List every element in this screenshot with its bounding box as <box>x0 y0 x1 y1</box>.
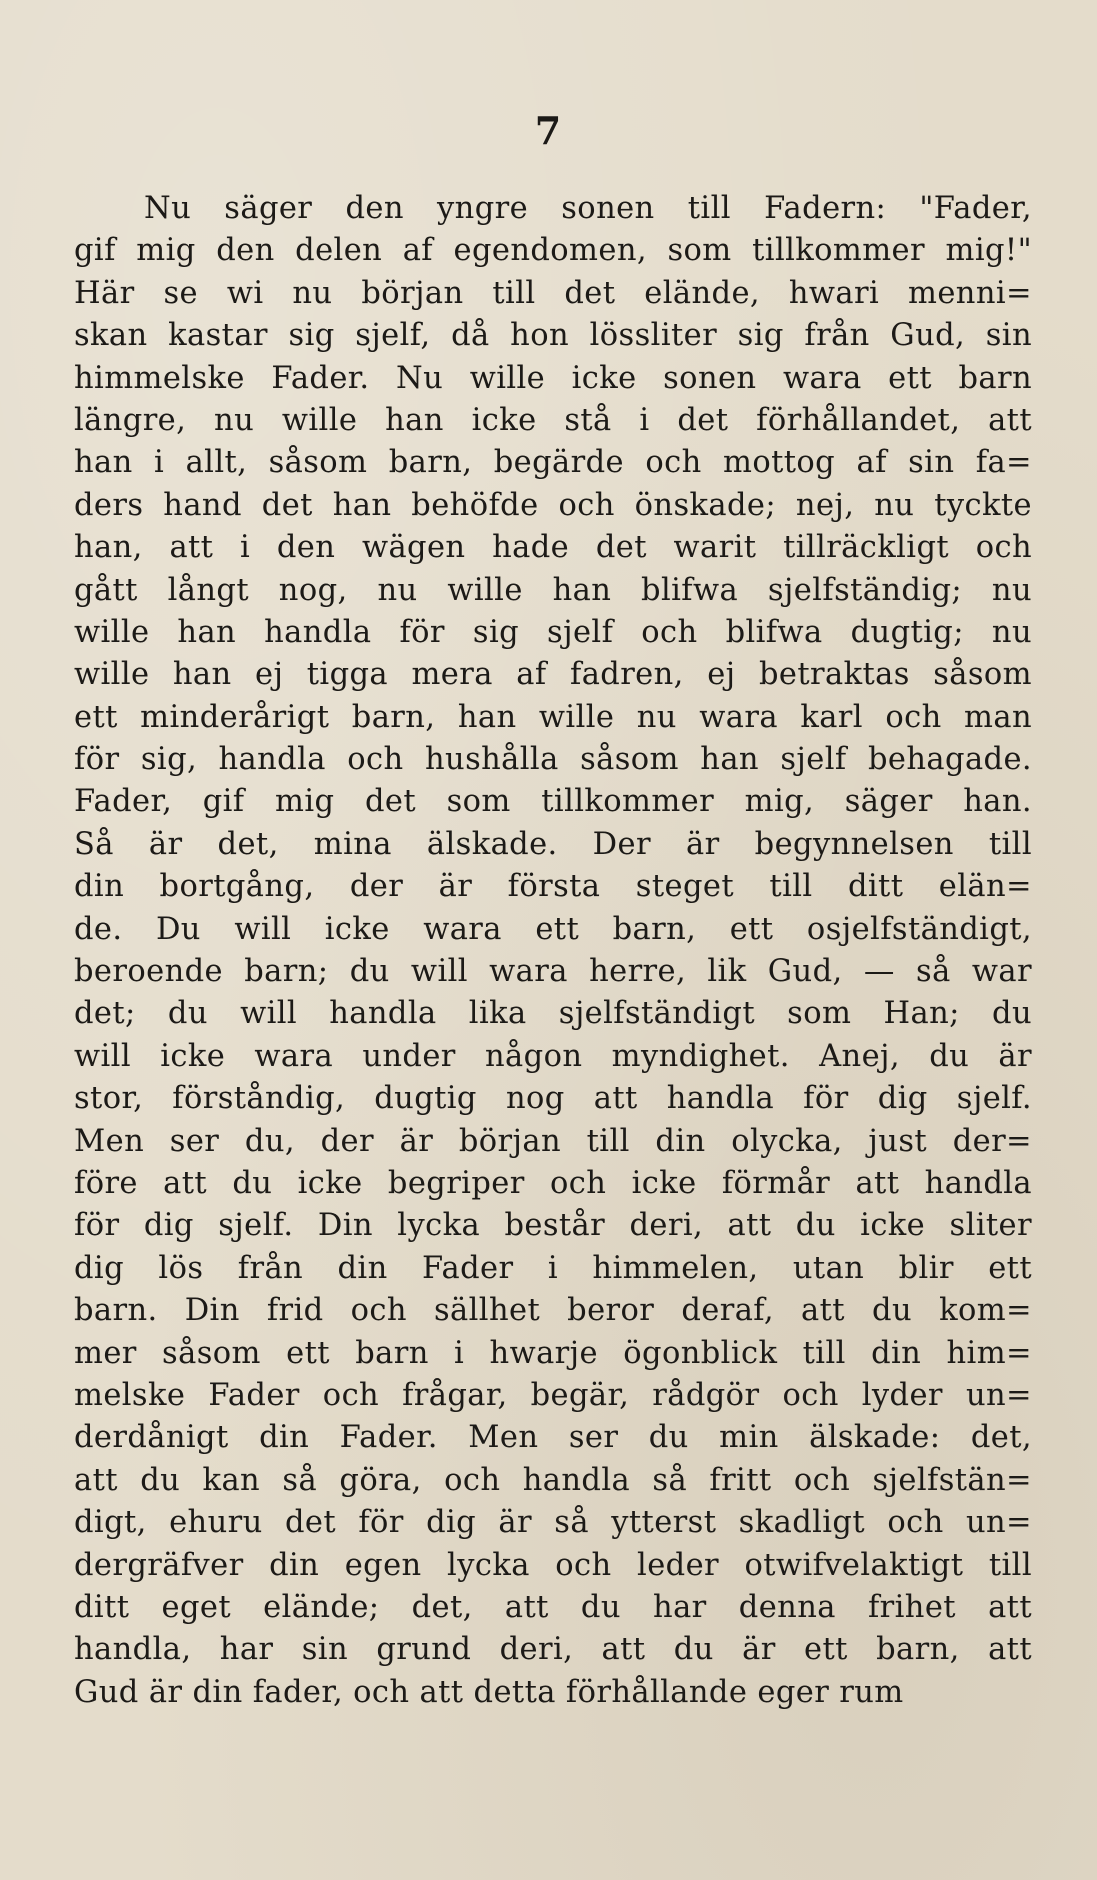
text-line: han, att i den wägen hade det warit tillräckligt och <box>74 530 1032 566</box>
text-line: Nu säger den yngre sonen till Fadern: "Fader, <box>144 191 1032 226</box>
body-text <box>74 188 1032 1714</box>
text-line: derdånigt din Fader. Men ser du min älskade: det, <box>74 1420 1032 1456</box>
text-line: wille han ej tigga mera af fadren, ej betraktas såsom <box>74 657 1032 693</box>
page-number: 7 <box>534 108 563 153</box>
text-line: handla, har sin grund deri, att du är ett barn, att <box>74 1632 1032 1668</box>
text-line: gif mig den delen af egendomen, som tillkommer mig!" <box>74 233 1032 269</box>
text-line: din bortgång, der är första steget till ditt elän= <box>74 869 1032 905</box>
text-line: ett minderårigt barn, han wille nu wara karl och man <box>74 699 1032 735</box>
text-line: wille han handla för sig sjelf och blifwa dugtig; nu <box>74 614 1032 650</box>
text-line: Fader, gif mig det som tillkommer mig, säger han. <box>74 784 1032 820</box>
text-line: himmelske Fader. Nu wille icke sonen wara ett barn <box>74 360 1032 396</box>
text-line: ders hand det han behöfde och önskade; nej, nu tyckte <box>74 487 1032 523</box>
text-line: barn. Din frid och sällhet beror deraf, att du kom= <box>74 1293 1032 1329</box>
text-line: dergräfver din egen lycka och leder otwifvelaktigt till <box>74 1547 1032 1583</box>
text-line: will icke wara under någon myndighet. Anej, du är <box>74 1038 1032 1074</box>
text-line: melske Fader och frågar, begär, rådgör och lyder un= <box>74 1377 1032 1413</box>
text-line: gått långt nog, nu wille han blifwa sjelfständig; nu <box>74 572 1032 608</box>
text-line: Här se wi nu början till det elände, hwari menni= <box>74 275 1032 311</box>
text-line: digt, ehuru det för dig är så ytterst skadligt och un= <box>74 1505 1032 1541</box>
text-line: före att du icke begriper och icke förmår att handla <box>74 1165 1032 1201</box>
text-line: ditt eget elände; det, att du har denna frihet att <box>74 1589 1032 1625</box>
text-line: de. Du will icke wara ett barn, ett osjelfständigt, <box>74 911 1032 947</box>
text-line: Men ser du, der är början till din olycka, just der= <box>74 1123 1032 1159</box>
text-line: dig lös från din Fader i himmelen, utan blir ett <box>74 1250 1032 1286</box>
text-line: för dig sjelf. Din lycka består deri, att du icke sliter <box>74 1208 1032 1244</box>
text-line: längre, nu wille han icke stå i det förhållandet, att <box>74 402 1032 438</box>
text-line: att du kan så göra, och handla så fritt och sjelfstän= <box>74 1462 1032 1498</box>
text-line: Så är det, mina älskade. Der är begynnelsen till <box>74 826 1032 862</box>
text-line: mer såsom ett barn i hwarje ögonblick till din him= <box>74 1335 1032 1371</box>
text-line: Gud är din fader, och att detta förhållande eger rum <box>74 1674 904 1710</box>
text-line: beroende barn; du will wara herre, lik Gud, — så war <box>74 954 1032 990</box>
text-line: han i allt, såsom barn, begärde och mottog af sin fa= <box>74 445 1032 481</box>
text-line: stor, förståndig, dugtig nog att handla för dig sjelf. <box>74 1081 1032 1117</box>
text-line: för sig, handla och hushålla såsom han sjelf behagade. <box>74 742 1032 778</box>
text-line: det; du will handla lika sjelfständigt som Han; du <box>74 996 1032 1032</box>
text-line: skan kastar sig sjelf, då hon lössliter sig från Gud, sin <box>74 318 1032 354</box>
